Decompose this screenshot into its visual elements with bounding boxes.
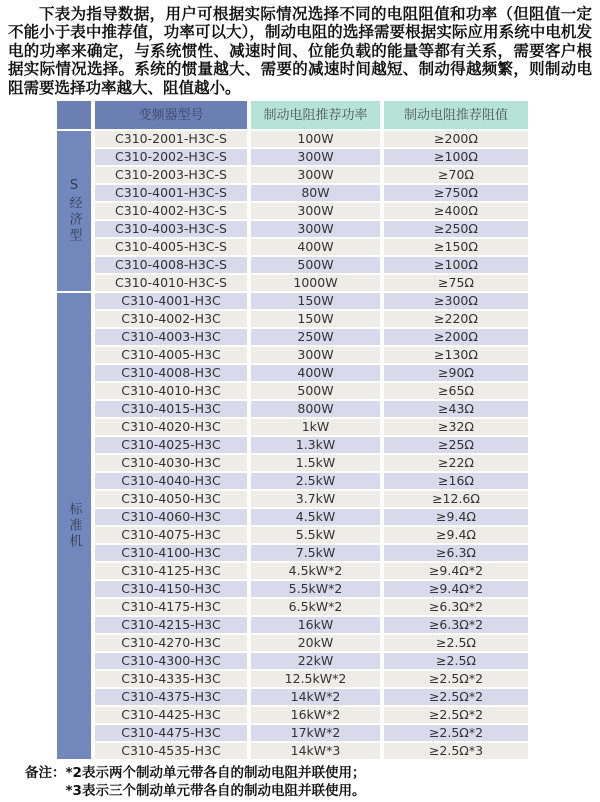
header-corner-cell [57, 101, 91, 129]
power-cell: 300W [251, 347, 380, 363]
resistance-cell: ≥16Ω [384, 473, 528, 489]
power-cell: 17kW*2 [251, 725, 380, 741]
power-cell: 7.5kW [251, 545, 380, 561]
power-cell: 150W [251, 311, 380, 327]
model-cell: C310-4175-H3C [95, 599, 247, 615]
header-resistance: 制动电阻推荐阻值 [384, 101, 528, 129]
resistance-cell: ≥90Ω [384, 365, 528, 381]
power-cell: 300W [251, 149, 380, 165]
power-cell: 20kW [251, 635, 380, 651]
model-cell: C310-4003-H3C [95, 329, 247, 345]
notes-prefix: 备注： [25, 765, 66, 782]
note-line-1: *2表示两个制动单元带各自的制动电阻并联使用； [65, 765, 366, 782]
power-cell: 150W [251, 293, 380, 309]
power-cell: 250W [251, 329, 380, 345]
power-cell: 16kW*2 [251, 707, 380, 723]
model-cell: C310-4475-H3C [95, 725, 247, 741]
model-cell: C310-4015-H3C [95, 401, 247, 417]
resistance-cell: ≥6.3Ω [384, 545, 528, 561]
model-cell: C310-4025-H3C [95, 437, 247, 453]
power-cell: 400W [251, 239, 380, 255]
notes [25, 765, 600, 800]
resistance-cell: ≥9.4Ω*2 [384, 563, 528, 579]
model-cell: C310-4010-H3C-S [95, 275, 247, 291]
resistance-cell: ≥2.5Ω [384, 653, 528, 669]
resistance-cell: ≥9.4Ω [384, 509, 528, 525]
resistance-cell: ≥150Ω [384, 239, 528, 255]
resistance-cell: ≥43Ω [384, 401, 528, 417]
power-cell: 22kW [251, 653, 380, 669]
resistance-cell: ≥200Ω [384, 131, 528, 147]
power-cell: 1.3kW [251, 437, 380, 453]
resistance-cell: ≥2.5Ω*3 [384, 743, 528, 759]
resistance-cell: ≥22Ω [384, 455, 528, 471]
model-cell: C310-4270-H3C [95, 635, 247, 651]
resistance-cell: ≥9.4Ω [384, 527, 528, 543]
model-cell: C310-4425-H3C [95, 707, 247, 723]
power-cell: 3.7kW [251, 491, 380, 507]
power-cell: 1000W [251, 275, 380, 291]
resistance-cell: ≥100Ω [384, 149, 528, 165]
resistance-cell: ≥9.4Ω*2 [384, 581, 528, 597]
model-cell: C310-4020-H3C [95, 419, 247, 435]
model-cell: C310-4215-H3C [95, 617, 247, 633]
header-power: 制动电阻推荐功率 [251, 101, 380, 129]
resistance-cell: ≥250Ω [384, 221, 528, 237]
power-cell: 4.5kW [251, 509, 380, 525]
resistance-cell: ≥12.6Ω [384, 491, 528, 507]
resistance-cell: ≥100Ω [384, 257, 528, 273]
model-cell: C310-4300-H3C [95, 653, 247, 669]
model-cell: C310-4050-H3C [95, 491, 247, 507]
resistance-cell: ≥25Ω [384, 437, 528, 453]
model-cell: C310-4010-H3C [95, 383, 247, 399]
model-cell: C310-4040-H3C [95, 473, 247, 489]
power-cell: 300W [251, 167, 380, 183]
resistance-cell: ≥220Ω [384, 311, 528, 327]
model-cell: C310-4008-H3C-S [95, 257, 247, 273]
power-cell: 1.5kW [251, 455, 380, 471]
power-cell: 14kW*2 [251, 689, 380, 705]
model-cell: C310-4001-H3C [95, 293, 247, 309]
power-cell: 2.5kW [251, 473, 380, 489]
model-cell: C310-4030-H3C [95, 455, 247, 471]
model-cell: C310-4002-H3C [95, 311, 247, 327]
note-line-2: *3表示三个制动单元带各自的制动电阻并联使用。 [65, 782, 366, 799]
model-cell: C310-4535-H3C [95, 743, 247, 759]
header-model: 变频器型号 [95, 101, 247, 129]
resistance-cell: ≥70Ω [384, 167, 528, 183]
model-cell: C310-4005-H3C [95, 347, 247, 363]
power-cell: 5.5kW [251, 527, 380, 543]
model-cell: C310-4150-H3C [95, 581, 247, 597]
model-cell: C310-2002-H3C-S [95, 149, 247, 165]
power-cell: 100W [251, 131, 380, 147]
resistance-cell: ≥750Ω [384, 185, 528, 201]
power-cell: 300W [251, 203, 380, 219]
model-cell: C310-4125-H3C [95, 563, 247, 579]
model-cell: C310-4060-H3C [95, 509, 247, 525]
resistance-cell: ≥2.5Ω*2 [384, 707, 528, 723]
resistance-cell: ≥2.5Ω*2 [384, 689, 528, 705]
model-cell: C310-4003-H3C-S [95, 221, 247, 237]
resistance-cell: ≥300Ω [384, 293, 528, 309]
model-cell: C310-4375-H3C [95, 689, 247, 705]
group-label-standard: 标准机 [57, 293, 91, 759]
power-cell: 300W [251, 221, 380, 237]
power-cell: 5.5kW*2 [251, 581, 380, 597]
resistance-cell: ≥6.3Ω*2 [384, 599, 528, 615]
model-cell: C310-2001-H3C-S [95, 131, 247, 147]
power-cell: 80W [251, 185, 380, 201]
model-cell: C310-2003-H3C-S [95, 167, 247, 183]
power-cell: 12.5kW*2 [251, 671, 380, 687]
resistance-cell: ≥2.5Ω*2 [384, 725, 528, 741]
model-cell: C310-4001-H3C-S [95, 185, 247, 201]
resistance-cell: ≥65Ω [384, 383, 528, 399]
power-cell: 6.5kW*2 [251, 599, 380, 615]
resistance-cell: ≥2.5Ω [384, 635, 528, 651]
model-cell: C310-4100-H3C [95, 545, 247, 561]
resistance-cell: ≥400Ω [384, 203, 528, 219]
model-cell: C310-4002-H3C-S [95, 203, 247, 219]
model-cell: C310-4008-H3C [95, 365, 247, 381]
intro-paragraph: 下表为指导数据，用户可根据实际情况选择不同的电阻阻值和功率（但阻值一定不能小于表中推荐值，功率可以大），制动电阻的选择需要根据实际应用系统中电机发电的功率来确定，与系统惯性、减速时间、位能负载的能量等都有关系，需要客户根据实际情况选择。系统的惯量越大、需要的减速时间越短、制动得越频繁，则制动电阻需要选择功率越大、阻值越小。 [8, 5, 592, 97]
resistance-cell: ≥2.5Ω*2 [384, 671, 528, 687]
resistance-cell: ≥200Ω [384, 329, 528, 345]
power-cell: 400W [251, 365, 380, 381]
model-cell: C310-4005-H3C-S [95, 239, 247, 255]
resistance-cell: ≥32Ω [384, 419, 528, 435]
model-cell: C310-4335-H3C [95, 671, 247, 687]
power-cell: 4.5kW*2 [251, 563, 380, 579]
power-cell: 14kW*3 [251, 743, 380, 759]
group-label-economy: S经济型 [57, 131, 91, 291]
power-cell: 16kW [251, 617, 380, 633]
power-cell: 500W [251, 257, 380, 273]
resistance-cell: ≥6.3Ω*2 [384, 617, 528, 633]
resistance-cell: ≥130Ω [384, 347, 528, 363]
model-cell: C310-4075-H3C [95, 527, 247, 543]
resistance-cell: ≥75Ω [384, 275, 528, 291]
resistor-table [57, 101, 528, 759]
power-cell: 1kW [251, 419, 380, 435]
power-cell: 500W [251, 383, 380, 399]
power-cell: 800W [251, 401, 380, 417]
